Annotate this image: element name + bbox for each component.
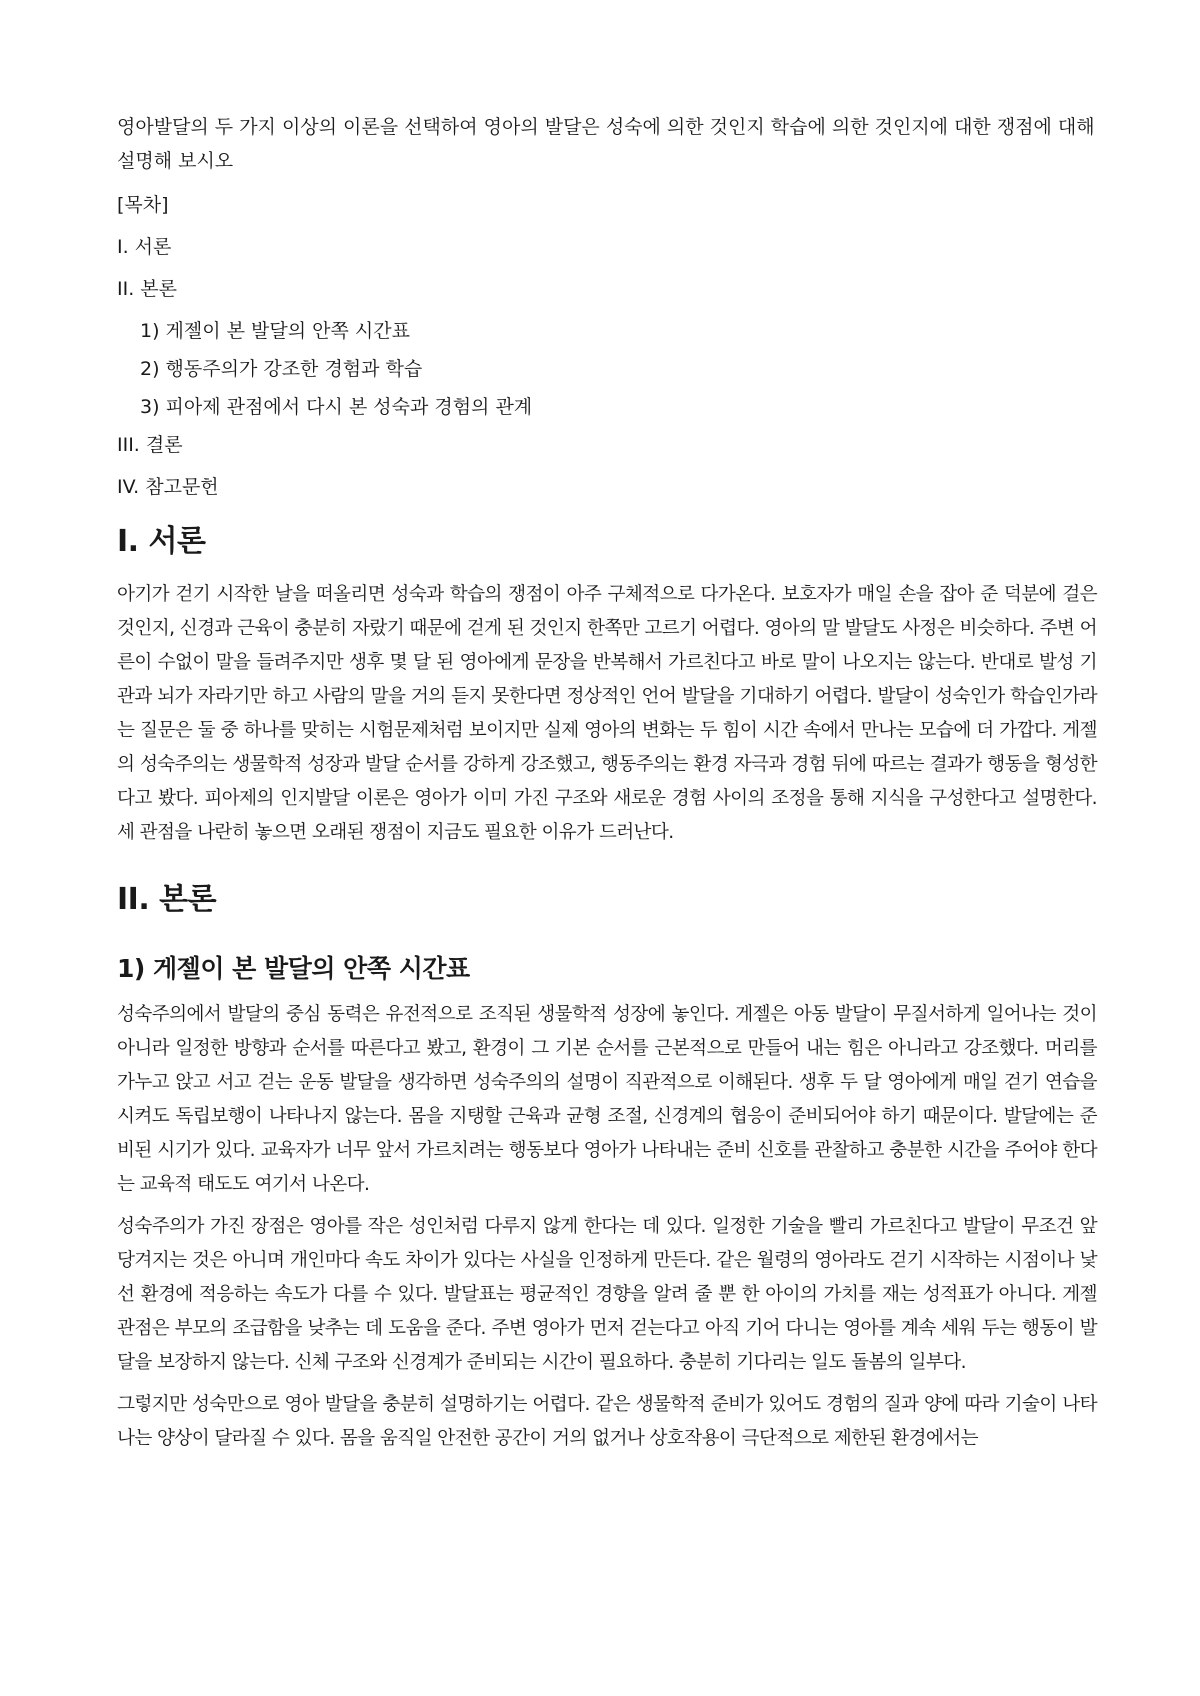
body-paragraph: 성숙주의에서 발달의 중심 동력은 유전적으로 조직된 생물학적 성장에 놓인다. 게젤은 아동 발달이 무질서하게 일어나는 것이 아니라 일정한 방향과 순서를 따른다고 봤고, 환경이 그 기본 순서를 근본적으로 만들어 내는 힘은 아니라고 강조했다. 머리를 가누고 앉고 서고 걷는 운동 발달을 생각하면 성숙주의의 설명이 직관적으로 이해된다. 생후 두 달 영아에게 매일 걷기 연습을 시켜도 독립보행이 나타나지 않는다. 몸을 지탱할 근육과 균형 조절, 신경계의 협응이 준비되어야 하기 때문이다. 발달에는 준비된 시기가 있다. 교육자가 너무 앞서 가르치려는 행동보다 영아가 나타내는 준비 신호를 관찰하고 충분한 시간을 주어야 한다는 교육적 태도도 여기서 나온다.: [117, 1004, 1097, 1195]
assignment-prompt: 영아발달의 두 가지 이상의 이론을 선택하여 영아의 발달은 성숙에 의한 것인지 학습에 의한 것인지에 대한 쟁점에 대해 설명해 보시오: [117, 116, 1095, 172]
toc-item-conclusion: III. 결론: [117, 434, 183, 456]
body-paragraph: 그렇지만 성숙만으로 영아 발달을 충분히 설명하기는 어렵다. 같은 생물학적 준비가 있어도 경험의 질과 양에 따라 기술이 나타나는 양상이 달라질 수 있다. 몸을 움직일 안전한 공간이 거의 없거나 상호작용이 극단적으로 제한된 환경에서는: [117, 1394, 1097, 1449]
toc-item-body-1: 1) 게젤이 본 발달의 안쪽 시간표: [140, 320, 410, 342]
intro-paragraph: 아기가 걷기 시작한 날을 떠올리면 성숙과 학습의 쟁점이 아주 구체적으로 다가온다. 보호자가 매일 손을 잡아 준 덕분에 걸은 것인지, 신경과 근육이 충분히 자랐기 때문에 걷게 된 것인지 한쪽만 고르기 어렵다. 영아의 말 발달도 사정은 비슷하다. 주변 어른이 수없이 말을 들려주지만 생후 몇 달 된 영아에게 문장을 반복해서 가르친다고 바로 말이 나오지는 않는다. 반대로 발성 기관과 뇌가 자라기만 하고 사람의 말을 거의 듣지 못한다면 정상적인 언어 발달을 기대하기 어렵다. 발달이 성숙인가 학습인가라는 질문은 둘 중 하나를 맞히는 시험문제처럼 보이지만 실제 영아의 변화는 두 힘이 시간 속에서 만나는 모습에 더 가깝다. 게젤의 성숙주의는 생물학적 성장과 발달 순서를 강하게 강조했고, 행동주의는 환경 자극과 경험 뒤에 따르는 결과가 행동을 형성한다고 봤다. 피아제의 인지발달 이론은 영아가 이미 가진 구조와 새로운 경험 사이의 조정을 통해 지식을 구성한다고 설명한다. 세 관점을 나란히 놓으면 오래된 쟁점이 지금도 필요한 이유가 드러난다.: [117, 584, 1097, 843]
body-paragraph: 성숙주의가 가진 장점은 영아를 작은 성인처럼 다루지 않게 한다는 데 있다. 일정한 기술을 빨리 가르친다고 발달이 무조건 앞당겨지는 것은 아니며 개인마다 속도 차이가 있다는 사실을 인정하게 만든다. 같은 월령의 영아라도 걷기 시작하는 시점이나 낯선 환경에 적응하는 속도가 다를 수 있다. 발달표는 평균적인 경향을 알려 줄 뿐 한 아이의 가치를 재는 성적표가 아니다. 게젤 관점은 부모의 조급함을 낮추는 데 도움을 준다. 주변 영아가 먼저 걷는다고 아직 기어 다니는 영아를 계속 세워 두는 행동이 발달을 보장하지 않는다. 신체 구조와 신경계가 준비되는 시간이 필요하다. 충분히 기다리는 일도 돌봄의 일부다.: [117, 1216, 1097, 1373]
subsection-title-gesell: 1) 게젤이 본 발달의 안쪽 시간표: [117, 954, 470, 983]
section-title-intro: I. 서론: [117, 524, 206, 559]
table-of-contents: [117, 188, 1097, 504]
toc-item-body-3: 3) 피아제 관점에서 다시 본 성숙과 경험의 관계: [140, 396, 533, 418]
toc-item-intro: I. 서론: [117, 236, 172, 258]
toc-item-body-2: 2) 행동주의가 강조한 경험과 학습: [140, 358, 423, 380]
toc-item-references: IV. 참고문헌: [117, 476, 219, 498]
section-title-body: II. 본론: [117, 882, 217, 917]
toc-heading: [목차]: [117, 194, 169, 216]
document-page: [117, 110, 1097, 1464]
toc-item-body: II. 본론: [117, 278, 177, 300]
